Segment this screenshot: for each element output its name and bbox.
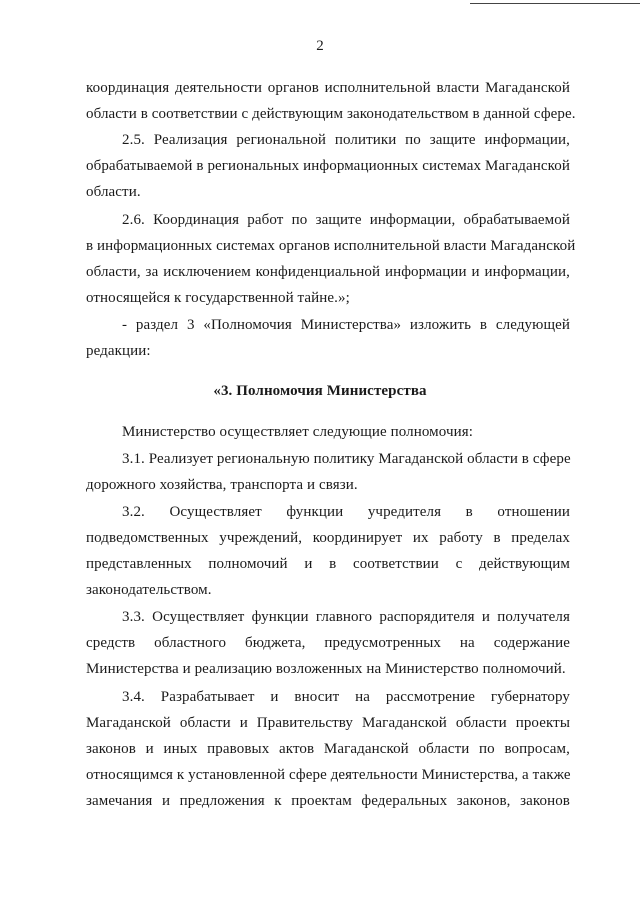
- text-line: области в соответствии с действующим законодательством в данной сфере.: [86, 106, 576, 122]
- text-line: 3.1. Реализует региональную политику Магаданской области в сфере: [122, 451, 571, 467]
- text-line: дорожного хозяйства, транспорта и связи.: [86, 477, 358, 493]
- text-line: в информационных системах органов исполнительной власти Магаданской: [86, 238, 576, 254]
- text-line: обрабатываемой в региональных информационных системах Магаданской: [86, 158, 570, 174]
- text-line: Министерство осуществляет следующие полномочия:: [122, 424, 474, 440]
- text-line: области, за исключением конфиденциальной информации и информации,: [86, 264, 570, 280]
- text-line: законодательством.: [86, 582, 212, 598]
- text-line: 2.5. Реализация региональной политики по защите информации,: [122, 132, 570, 148]
- text-line: 2.6. Координация работ по защите информации, обрабатываемой: [122, 212, 570, 228]
- section-heading: «3. Полномочия Министерства: [213, 383, 427, 399]
- text-line: 3.2. Осуществляет функции учредителя в отношении: [122, 504, 570, 520]
- text-line: Магаданской области и Правительству Магаданской области проекты: [86, 715, 570, 731]
- page-number: 2: [316, 38, 324, 54]
- text-line: Министерства и реализацию возложенных на Министерство полномочий.: [86, 661, 566, 677]
- text-line: средств областного бюджета, предусмотренных на содержание: [86, 635, 570, 651]
- text-line: редакции:: [86, 343, 151, 359]
- text-line: 3.3. Осуществляет функции главного распорядителя и получателя: [122, 609, 570, 625]
- text-line: области.: [86, 184, 141, 200]
- top-border-line: [470, 3, 640, 4]
- text-line: замечания и предложения к проектам федеральных законов, законов: [86, 793, 570, 809]
- text-line: - раздел 3 «Полномочия Министерства» изложить в следующей: [122, 317, 570, 333]
- text-line: подведомственных учреждений, координирует их работу в пределах: [86, 530, 570, 546]
- text-line: относящимся к установленной сфере деятельности Министерства, а также: [86, 767, 571, 783]
- text-line: координация деятельности органов исполнительной власти Магаданской: [86, 80, 570, 96]
- text-line: 3.4. Разрабатывает и вносит на рассмотрение губернатору: [122, 689, 570, 705]
- text-line: относящейся к государственной тайне.»;: [86, 290, 350, 306]
- text-line: законов и иных правовых актов Магаданской области по вопросам,: [86, 741, 570, 757]
- text-line: представленных полномочий и в соответствии с действующим: [86, 556, 570, 572]
